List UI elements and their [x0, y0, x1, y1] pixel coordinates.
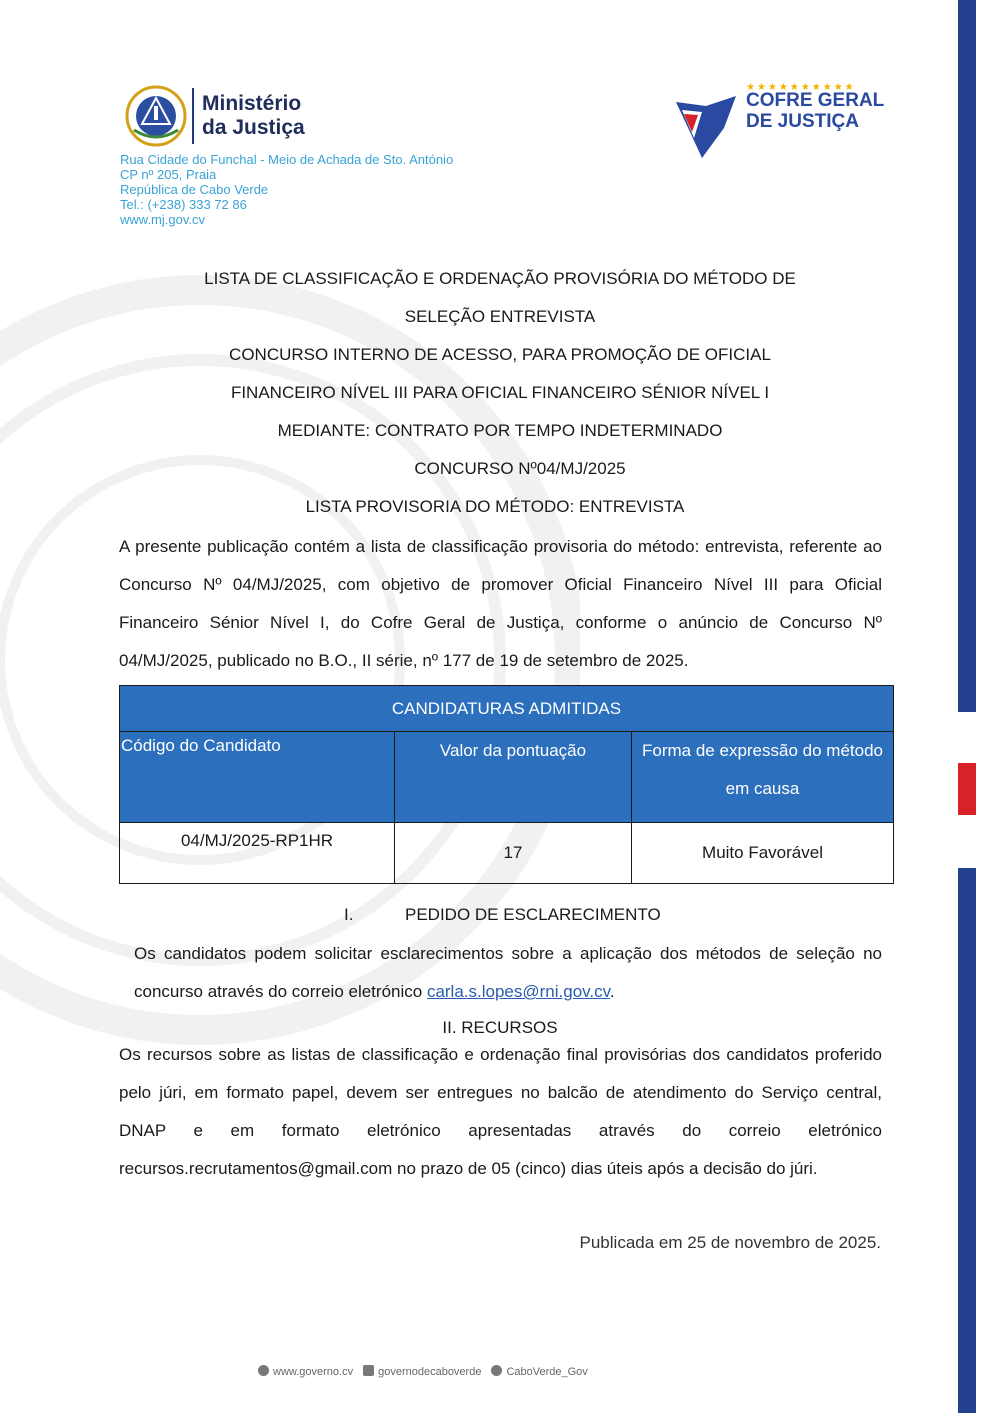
address-country: República de Cabo Verde	[120, 182, 269, 197]
cofre-geral-logo	[672, 82, 884, 162]
footer-twitter-text: CaboVerde_Gov	[506, 1366, 588, 1378]
logo-separator	[192, 88, 194, 144]
email-link[interactable]: carla.s.lopes@rni.gov.cv	[426, 982, 610, 1001]
section1-period: .	[609, 982, 615, 1001]
address-phone: Tel.: (+238) 333 72 86	[120, 197, 247, 212]
intro-paragraph: A presente publicação contém a lista de classificação provisoria do método: entrevista, referente ao Concurso Nº 04/MJ/2025, com objetivo de promover Oficial Financeiro Nível III para Oficial Financeiro Sénior Nível I, do Cofre Geral de Justiça, conforme o anúncio de Concurso Nº 04/MJ/2025, publicado no B.O., II série, nº 177 de 19 de setembro de 2025.	[119, 537, 882, 670]
title-line-3: CONCURSO INTERNO DE ACESSO, PARA PROMOÇÃO DE OFICIAL	[229, 345, 771, 364]
title-line-6: CONCURSO Nº04/MJ/2025	[414, 459, 626, 478]
section1-heading: PEDIDO DE ESCLARECIMENTO	[405, 905, 661, 924]
address-block	[120, 152, 453, 227]
cofre-geral-line2: DE JUSTIÇA	[746, 111, 859, 132]
footer-twitter[interactable]	[491, 1365, 587, 1378]
title-line-7: LISTA PROVISORIA DO MÉTODO: ENTREVISTA	[305, 497, 685, 516]
cell-expression: Muito Favorável	[632, 823, 894, 884]
title-line-2: SELEÇÃO ENTREVISTA	[404, 307, 596, 326]
footer-bar	[258, 1365, 588, 1378]
side-bar-red	[958, 763, 976, 815]
candidates-table	[119, 685, 894, 884]
header-candidate-code: Código do Candidato	[120, 732, 395, 823]
footer-website[interactable]	[258, 1365, 353, 1378]
twitter-icon	[491, 1365, 502, 1376]
cofre-emblem-icon	[672, 88, 742, 162]
ministry-name-line2: da Justiça	[202, 116, 305, 139]
table-title: CANDIDATURAS ADMITIDAS	[120, 686, 894, 732]
globe-icon	[258, 1365, 269, 1376]
table-row	[120, 823, 894, 884]
header-expression-form: Forma de expressão do método em causa	[632, 732, 894, 823]
header-score: Valor da pontuação	[395, 732, 632, 823]
cell-score: 17	[395, 823, 632, 884]
stars-row-icon: ★★★★★★★★★★	[746, 82, 856, 93]
ministry-logo	[124, 84, 305, 148]
section1-paragraph	[134, 935, 882, 1011]
cofre-geral-name	[746, 90, 884, 132]
footer-website-text: www.governo.cv	[273, 1366, 354, 1378]
address-website: www.mj.gov.cv	[120, 212, 205, 227]
section1-number: I.	[344, 905, 354, 924]
cabo-verde-seal-icon	[124, 84, 188, 148]
side-bar-blue-bottom	[958, 868, 976, 1413]
footer-facebook-text: governodecaboverde	[378, 1366, 482, 1378]
title-line-4: FINANCEIRO NÍVEL III PARA OFICIAL FINANCEIRO SÉNIOR NÍVEL I	[230, 383, 770, 402]
title-line-1: LISTA DE CLASSIFICAÇÃO E ORDENAÇÃO PROVISÓRIA DO MÉTODO DE	[204, 269, 796, 288]
side-bar-blue-top	[958, 0, 976, 712]
published-date: Publicada em 25 de novembro de 2025.	[579, 1233, 881, 1252]
facebook-icon	[363, 1365, 374, 1376]
ministry-name-line1: Ministério	[202, 92, 302, 115]
section2-heading: II. RECURSOS	[442, 1018, 558, 1037]
address-postal: CP nº 205, Praia	[120, 167, 217, 182]
section2-paragraph: Os recursos sobre as listas de classificação e ordenação final provisórias dos candidatos proferido pelo júri, em formato papel, devem ser entregues no balcão de atendimento do Serviço central, DNAP e em formato eletrónico apresentadas através do correio eletrónico recursos.recrutamentos@gmail.com no prazo de 05 (cinco) dias úteis após a decisão do júri.	[119, 1045, 882, 1178]
section1-text: Os candidatos podem solicitar esclarecimentos sobre a aplicação dos métodos de seleção no concurso através do correio eletrónico	[134, 944, 882, 1001]
footer-facebook[interactable]	[363, 1365, 481, 1378]
address-street: Rua Cidade do Funchal - Meio de Achada de Sto. António	[120, 152, 454, 167]
cofre-geral-line1: COFRE GERAL	[746, 90, 885, 111]
ministry-name	[202, 92, 305, 140]
title-line-5: MEDIANTE: CONTRATO POR TEMPO INDETERMINADO	[277, 421, 723, 440]
cell-candidate-code: 04/MJ/2025-RP1HR	[120, 823, 395, 884]
